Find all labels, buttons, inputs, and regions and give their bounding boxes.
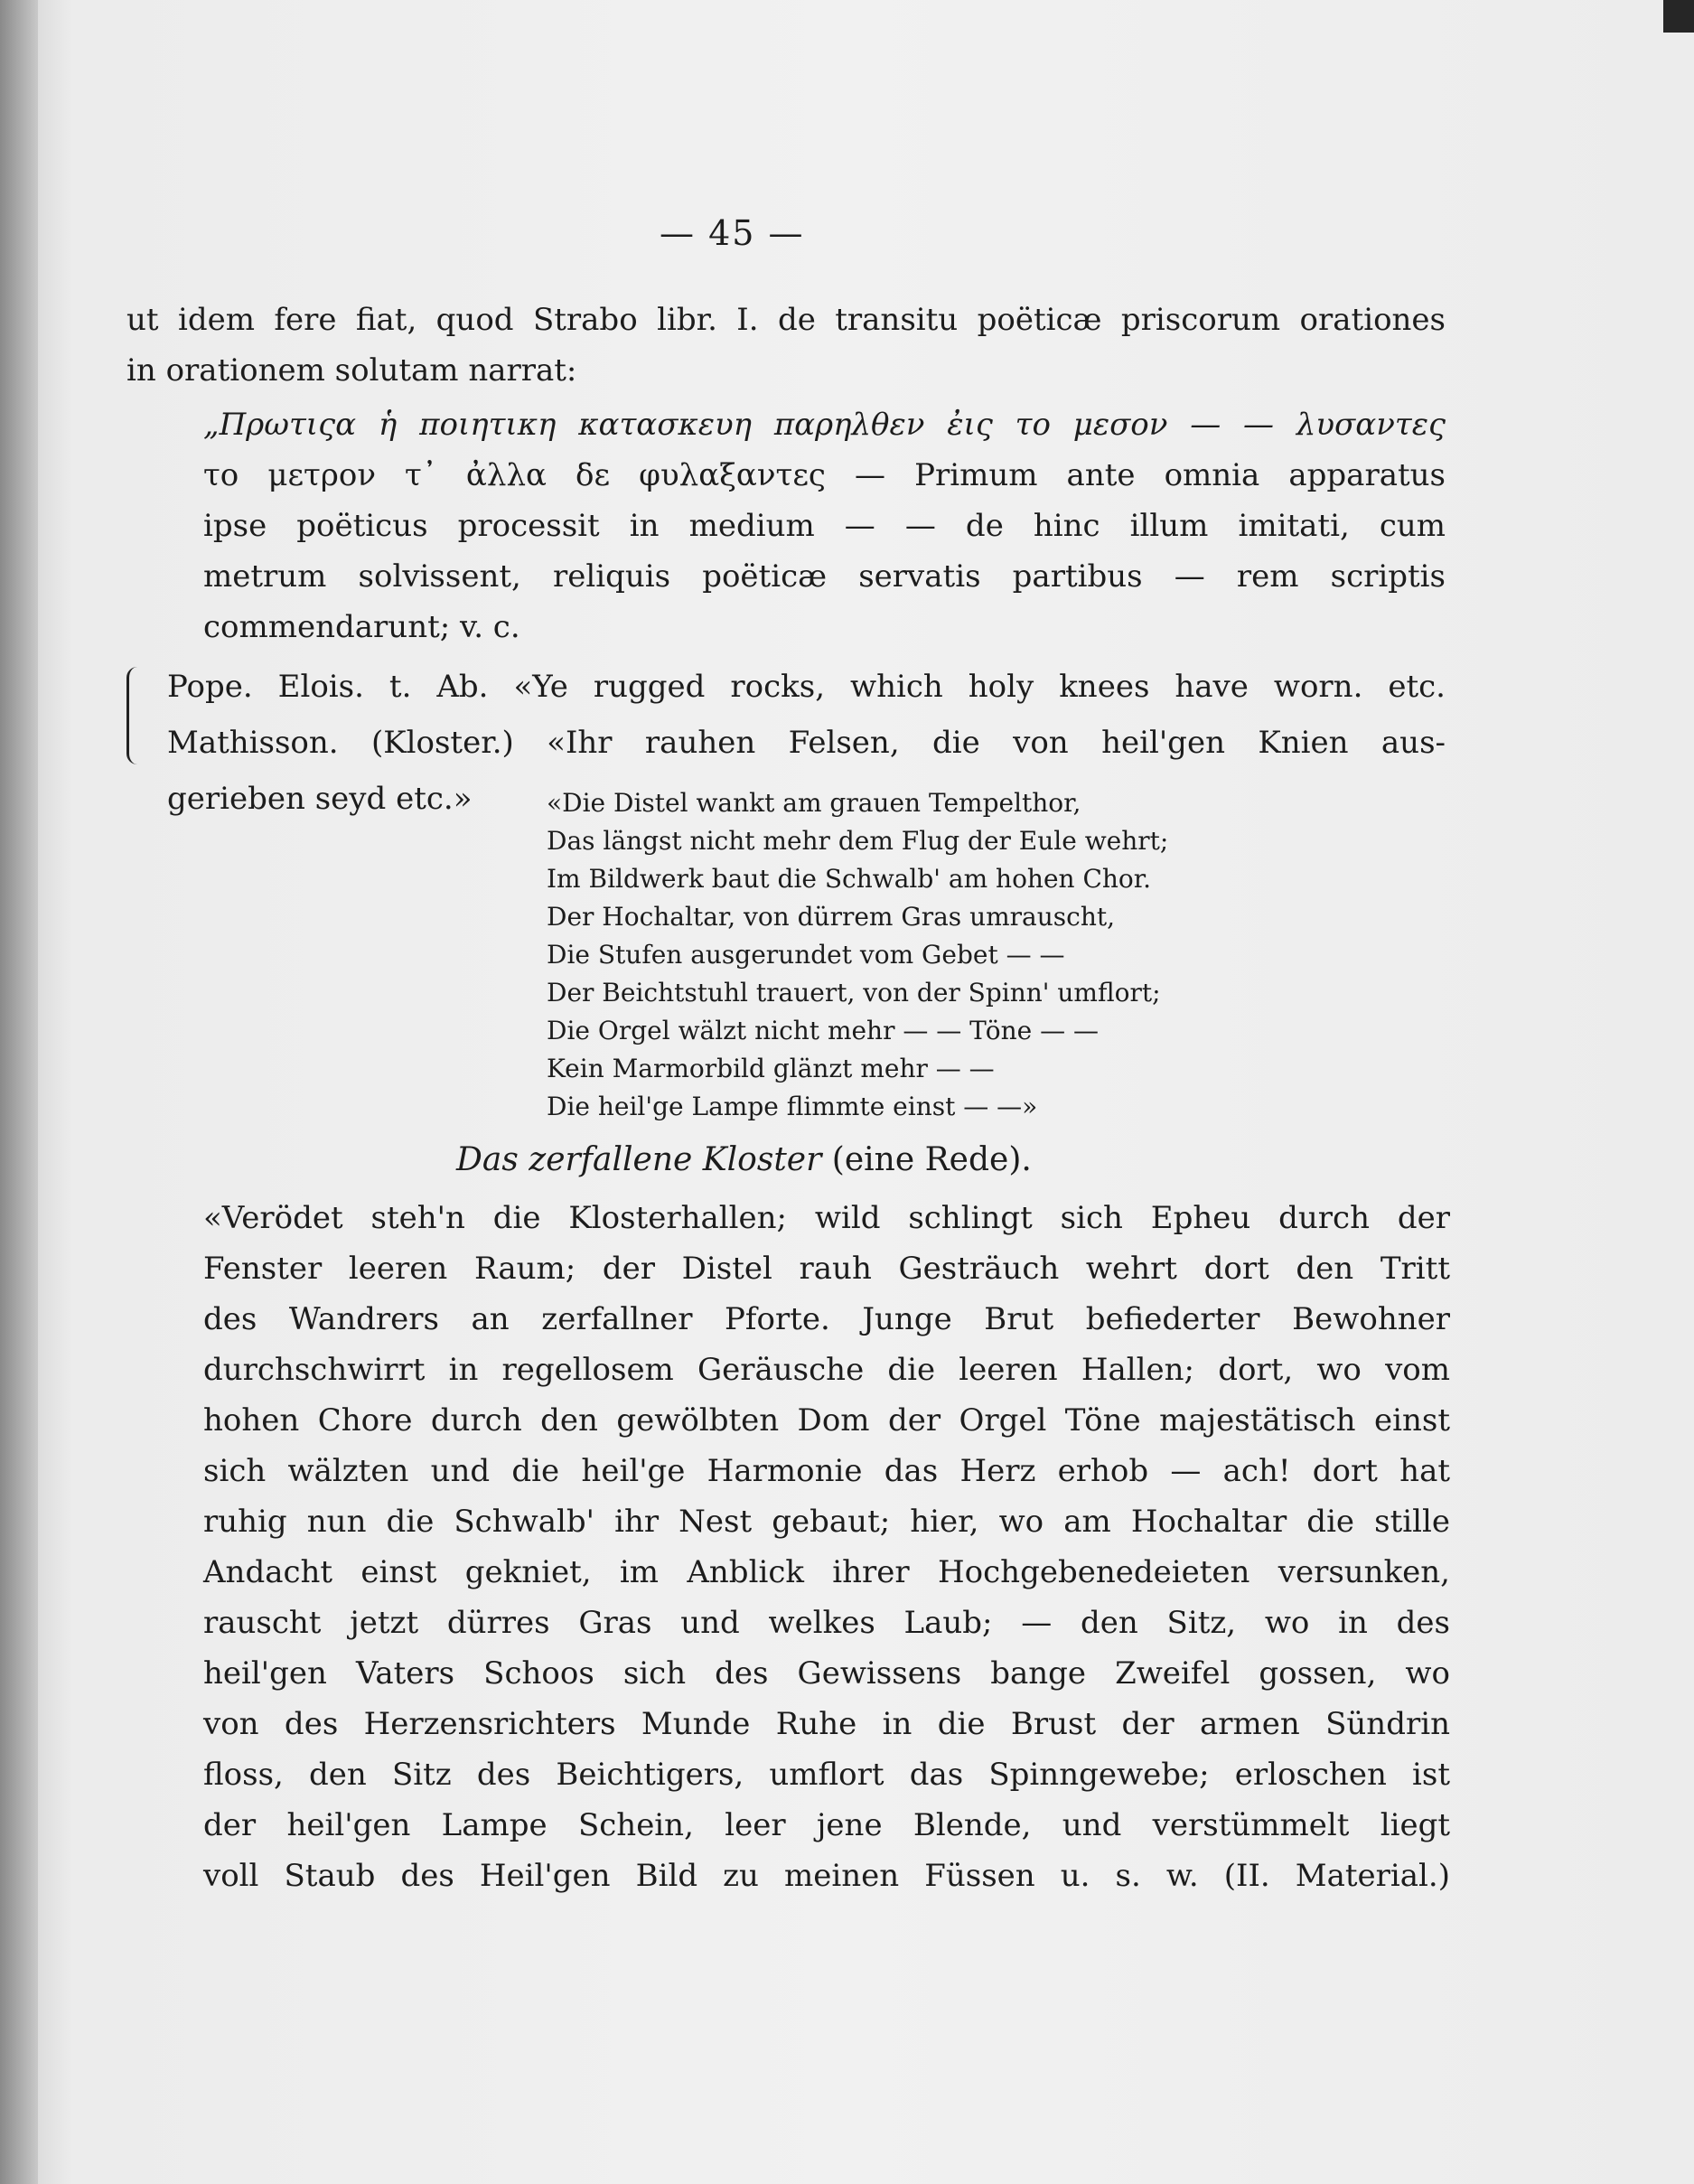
- brace-bracket: [126, 667, 142, 764]
- intro-line: ut idem fere fiat, quod Strabo libr. I. de transitu poëticæ priscorum orationes: [126, 302, 1446, 338]
- heading-note: (eine Rede).: [831, 1141, 1032, 1178]
- quote-line: metrum solvissent, reliquis poëticæ servatis partibus — rem scriptis: [203, 558, 1446, 595]
- prose-line: durchschwirrt in regellosem Geräusche die leeren Hallen; dort, wo vom: [203, 1352, 1450, 1388]
- prose-line: voll Staub des Heil'gen Bild zu meinen Füssen u. s. w. (II. Material.): [203, 1858, 1450, 1894]
- page-number: — 45 —: [660, 213, 805, 253]
- prose-line: floss, den Sitz des Beichtigers, umflort das Spinngewebe; erloschen ist: [203, 1757, 1450, 1793]
- verse-line: Im Bildwerk baut die Schwalb' am hohen Chor.: [547, 864, 1151, 894]
- prose-line: der heil'gen Lampe Schein, leer jene Blende, und verstümmelt liegt: [203, 1807, 1450, 1843]
- prose-line: «Verödet steh'n die Klosterhallen; wild schlingt sich Epheu durch der: [203, 1200, 1450, 1236]
- quote-line: ipse poëticus processit in medium — — de hinc illum imitati, cum: [203, 508, 1446, 544]
- verse-line: Die heil'ge Lampe flimmte einst — —»: [547, 1092, 1038, 1121]
- quote-line: „Πρωτιςα ἡ ποιητικη κατασκευη παρηλθεν ἐις το μεσον — — λυσαντες: [203, 407, 1446, 443]
- prose-line: heil'gen Vaters Schoos sich des Gewissens bange Zweifel gossen, wo: [203, 1655, 1450, 1692]
- citation-pope: Pope. Elois. t. Ab. «Ye rugged rocks, which holy knees have worn. etc.: [167, 669, 1446, 705]
- scan-corner: [1663, 0, 1694, 33]
- quote-line: commendarunt; v. c.: [203, 609, 520, 645]
- prose-line: hohen Chore durch den gewölbten Dom der Orgel Töne majestätisch einst: [203, 1402, 1450, 1439]
- prose-line: ruhig nun die Schwalb' ihr Nest gebaut; hier, wo am Hochaltar die stille: [203, 1504, 1450, 1540]
- section-heading: [456, 1140, 1032, 1180]
- verse-line: Der Beichtstuhl trauert, von der Spinn' umflort;: [547, 978, 1161, 1008]
- prose-line: rauscht jetzt dürres Gras und welkes Laub; — den Sitz, wo in des: [203, 1605, 1450, 1641]
- verse-line: «Die Distel wankt am grauen Tempelthor,: [547, 788, 1081, 818]
- verse-line: Die Orgel wälzt nicht mehr — — Töne — —: [547, 1016, 1100, 1045]
- prose-line: des Wandrers an zerfallner Pforte. Junge Brut befiederter Bewohner: [203, 1301, 1450, 1337]
- citation-mathisson: Mathisson. (Kloster.) «Ihr rauhen Felsen, die von heil'gen Knien aus-: [167, 725, 1446, 761]
- prose-line: sich wälzten und die heil'ge Harmonie das Herz erhob — ach! dort hat: [203, 1453, 1450, 1489]
- verse-line: Die Stufen ausgerundet vom Gebet — —: [547, 940, 1065, 970]
- verse-line: Der Hochaltar, von dürrem Gras umrauscht,: [547, 902, 1116, 932]
- verse-line: Das längst nicht mehr dem Flug der Eule wehrt;: [547, 826, 1169, 856]
- verse-line: Kein Marmorbild glänzt mehr — —: [547, 1054, 995, 1083]
- prose-line: von des Herzensrichters Munde Ruhe in die Brust der armen Sündrin: [203, 1706, 1450, 1742]
- heading-title: Das zerfallene Kloster: [456, 1141, 822, 1178]
- intro-line: in orationem solutam narrat:: [126, 352, 577, 389]
- prose-line: Fenster leeren Raum; der Distel rauh Gesträuch wehrt dort den Tritt: [203, 1251, 1450, 1287]
- quote-line: το μετρον τ᾿ ἀλλα δε φυλαξαντες — Primum ante omnia apparatus: [203, 457, 1446, 493]
- prose-line: Andacht einst gekniet, im Anblick ihrer Hochgebenedeieten versunken,: [203, 1554, 1450, 1590]
- citation-continuation: gerieben seyd etc.»: [167, 781, 473, 817]
